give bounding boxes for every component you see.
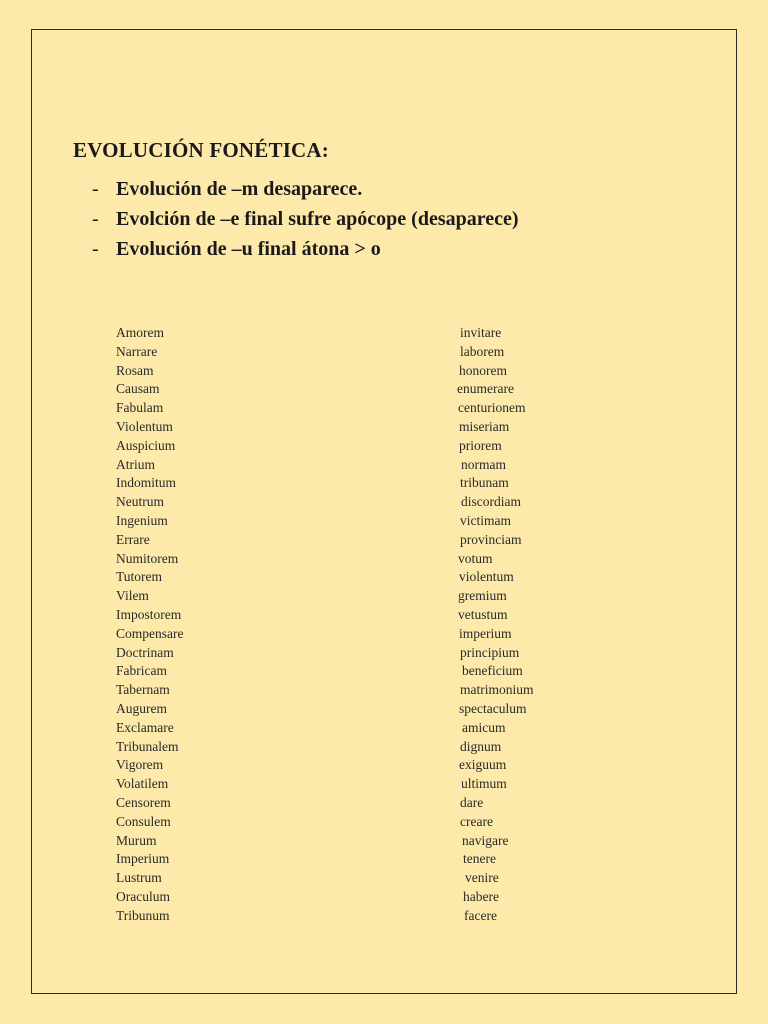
latin-word-left: Vigorem — [116, 757, 164, 773]
page-title: EVOLUCIÓN FONÉTICA: — [73, 138, 329, 162]
latin-word-left: Narrare — [116, 343, 158, 359]
latin-word-right: matrimonium — [460, 682, 534, 698]
latin-word-right: dare — [460, 794, 484, 810]
latin-word-right: priorem — [459, 437, 502, 453]
latin-word-right: exiguum — [459, 757, 507, 773]
latin-word-right: discordiam — [461, 494, 521, 510]
latin-word-left: Impostorem — [116, 606, 182, 622]
rule-text: Evolción de –e final sufre apócope (desaparece) — [116, 208, 519, 230]
latin-word-right: honorem — [459, 362, 507, 378]
latin-word-right: centurionem — [458, 400, 526, 416]
latin-word-left: Volatilem — [116, 776, 169, 792]
rule-item — [92, 208, 519, 238]
latin-word-left: Doctrinam — [116, 644, 174, 660]
latin-word-left: Tutorem — [116, 569, 163, 585]
latin-word-left: Ingenium — [116, 512, 168, 528]
latin-word-right: spectaculum — [459, 700, 527, 716]
latin-word-right: gremium — [458, 588, 507, 604]
latin-word-right: dignum — [460, 738, 502, 754]
latin-word-left: Rosam — [116, 362, 154, 378]
latin-word-right: beneficium — [462, 663, 523, 679]
latin-word-left: Tribunalem — [116, 738, 179, 754]
latin-word-right: principium — [460, 644, 520, 660]
latin-word-left: Fabulam — [116, 400, 164, 416]
latin-word-right: tribunam — [460, 475, 509, 491]
latin-word-left: Lustrum — [116, 870, 162, 886]
latin-word-right: facere — [464, 907, 497, 923]
latin-word-left: Vilem — [116, 588, 149, 604]
latin-word-left: Neutrum — [116, 494, 164, 510]
latin-word-right: enumerare — [457, 381, 514, 397]
rules-list — [92, 178, 519, 268]
latin-word-left: Consulem — [116, 813, 171, 829]
latin-word-right: normam — [461, 456, 506, 472]
latin-word-left: Violentum — [116, 418, 173, 434]
latin-words-right-column — [0, 324, 768, 926]
latin-word-right: ultimum — [461, 776, 507, 792]
latin-word-right: provinciam — [460, 531, 522, 547]
bullet-dash: - — [92, 238, 99, 260]
latin-word-right: vetustum — [458, 606, 508, 622]
bullet-dash: - — [92, 178, 99, 200]
bullet-dash: - — [92, 208, 99, 230]
rule-text: Evolución de –m desaparece. — [116, 178, 363, 200]
latin-word-left: Fabricam — [116, 663, 167, 679]
latin-word-left: Amorem — [116, 325, 164, 340]
latin-word-left: Censorem — [116, 794, 171, 810]
rule-item — [92, 178, 519, 208]
latin-word-left: Compensare — [116, 625, 184, 641]
latin-word-right: laborem — [460, 343, 505, 359]
latin-word-left: Augurem — [116, 700, 167, 716]
latin-word-right: venire — [465, 870, 499, 886]
latin-word-right: violentum — [459, 569, 514, 585]
latin-word-left: Imperium — [116, 851, 170, 867]
latin-word-left: Numitorem — [116, 550, 179, 566]
latin-word-left: Oraculum — [116, 888, 170, 904]
latin-word-left: Auspicium — [116, 437, 176, 453]
latin-word-right: amicum — [462, 719, 506, 735]
latin-word-right: navigare — [462, 832, 509, 848]
latin-word-right: creare — [460, 813, 493, 829]
latin-word-left: Tabernam — [116, 682, 170, 698]
latin-word-left: Causam — [116, 381, 160, 397]
latin-word-right: victimam — [460, 512, 511, 528]
latin-word-right: miseriam — [459, 418, 510, 434]
latin-word-left: Indomitum — [116, 475, 176, 491]
latin-word-right: invitare — [460, 325, 502, 340]
latin-word-left: Errare — [116, 531, 150, 547]
latin-word-right: votum — [458, 550, 493, 566]
rule-item — [92, 238, 519, 268]
rule-text: Evolución de –u final átona > o — [116, 238, 381, 260]
latin-word-right: tenere — [463, 851, 496, 867]
latin-word-left: Murum — [116, 832, 157, 848]
latin-word-right: imperium — [459, 625, 512, 641]
latin-word-left: Atrium — [116, 456, 155, 472]
latin-word-right: habere — [463, 888, 499, 904]
latin-word-left: Tribunum — [116, 907, 170, 923]
latin-word-left: Exclamare — [116, 719, 174, 735]
